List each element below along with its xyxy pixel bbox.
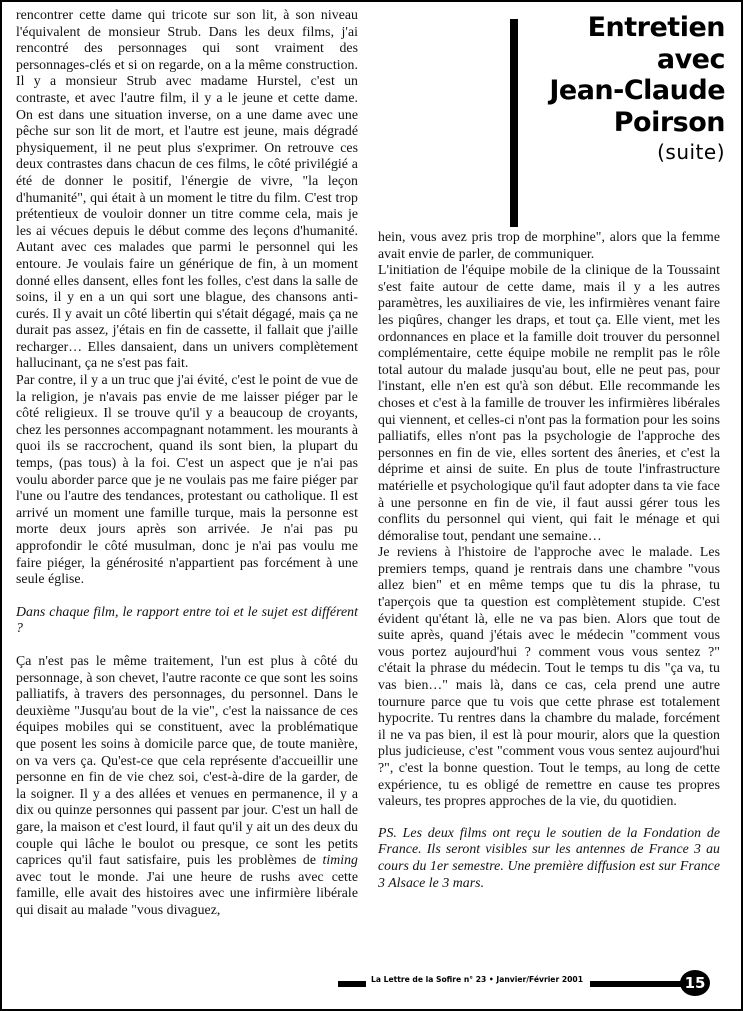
- left-paragraph-2: Par contre, il y a un truc que j'ai évité, c'est le point de vue de la religion, je n'avais pas envie de me laisser piéger par le côté religieux. Il se trouve qu'il y a beaucoup de croyants, chez les personnes accompagnant notamment. les mourants à quoi ils se raccrochent, quand ils sont bien, la plupart du temps, (pas tous) à la foi. C'est un aspect que je n'ai pas voulu aborder parce que je ne voulais pas me faire piéger par l'une ou l'autre des tendances, protestant ou catholique. Il est arrivé un moment une famille turque, mais la personne est morte deux jours après son arrivée. Je n'ai pas pu approfondir le côté musulman, donc je n'ai pas voulu me faire piéger, la générosité n'appartient pas forcément à une seule église.: [16, 372, 359, 587]
- footer-bar-left: [338, 981, 366, 987]
- right-paragraph-1: hein, vous avez pris trop de morphine", alors que la femme avait envie de parler, de communiquer.: [378, 229, 720, 261]
- title-line-2: avec: [656, 43, 725, 75]
- title-line-3: Jean-Claude: [549, 75, 725, 106]
- article-title: [515, 12, 725, 166]
- title-suffix: (suite): [657, 140, 725, 164]
- footer-publication: La Lettre de la Sofire n° 23 • Janvier/Février 2001: [371, 975, 583, 984]
- right-paragraph-3: Je reviens à l'histoire de l'approche avec le malade. Les premiers temps, quand je rentrais dans une chambre "vous allez bien" et en même temps que tu dis la phrase, tu t'aperçois que ta question est complètement stupide. C'est évident qu'étant là, elle ne va pas bien. Alors que tout de suite après, quand j'étais avec le médecin "comment vous vous portez aujourd'hui ? comment vous vous sentez ?" c'était la phrase du médecin. Tout le temps tu dis "ça va, tu vas bien…" mais là, dans ce cas, cela prend une autre tournure parce que tu vois que cette phrase est totalement hypocrite. Tu rentres dans la chambre du malade, forcément il ne va pas bien, il est là pour mourir, alors que la question plus judicieuse, c'est "comment vous vous sentez aujourd'hui ?", c'est la bonne question. Tout le temps, au long de cette expérience, tu es obligé de remettre en cause tes propres valeurs, tes propres approches de la vie, du quotidien.: [378, 544, 720, 809]
- right-column: [378, 229, 720, 891]
- emphasis-timing: timing: [322, 852, 358, 868]
- answer-paragraph: Ça n'est pas le même traitement, l'un est plus à côté du personnage, à son chevet, l'autre raconte ce que sont les soins palliatifs, à travers des personnages, du personnel. Dans le deuxième "Jusqu'au bout de la vie", c'est la naissance de ces équipes mobiles qui se constituent, avec la problématique que posent les soins à domicile parce que, de toute manière, on va vers ça. Qu'est-ce que cela représente d'accueillir une personne en fin de vie chez soi, c'est-à-dire de la garder, de la soigner. Il y a des allées et venues en permanence, il y a dix ou quinze personnes qui passent par jour. C'est un hall de gare, la maison et c'est lourd, il faut qu'il y ait un des deux du couple qui lâche le boulot ou presque, ce sont les petits caprices qu'il faut satisfaire, puis les problèmes de timing avec tout le monde. J'ai une heure de rushs avec cette famille, elle avait des histoires avec une infirmière libérale qui disait au malade "vous divaguez,: [16, 652, 359, 917]
- right-paragraph-2: L'initiation de l'équipe mobile de la clinique de la Toussaint s'est faite autour de cette dame, mais il y a les autres paramètres, les auxiliaires de vie, les infirmières venant faire les piqûres, changer les draps, et tout ça. Elle vient, met les ordonnances en place et la famille doit trouver du personnel complémentaire, cette équipe mobile ne remplit pas le rôle total autour du malade jusqu'au bout, elle ne peut pas, pour l'instant, elle n'en est qu'à son début. Elle recommande les choses et c'est à la famille de trouver les infirmières libérales qui viennent, et celles-ci n'ont pas la formation pour les soins palliatifs, elles n'ont pas la psychologie de l'approche des personnes en fin de vie, elles sortent des âneries, et c'est la déprime et ainsi de suite. En plus de toute l'infrastructure matérielle et psychologique qu'il faut adopter dans ta vie face à une personne en fin de vie, il faut aussi gérer tous les conflits du personnel qui vient, qui fait le ménage et qui démoralise tout, pendant une semaine…: [378, 262, 720, 543]
- left-paragraph-1: rencontrer cette dame qui tricote sur son lit, à son niveau l'équivalent de monsieur Strub. Dans les deux films, j'ai rencontré des personnages qui sont vraiment des personnages-clés et si on regarde, on a la même construction. Il y a monsieur Strub avec madame Hurstel, c'est un contraste, et avec l'autre film, il y a le jeune et cette dame. On est dans une situation inverse, on a une dame avec une pêche sur son lit de mort, et l'autre est jeune, mais dégradé physiquement, il ne peut plus s'exprimer. On retrouve ces deux contrastes dans chacun de ces films, le côté privilégié a été de donner le positif, l'énergie de vivre, "la leçon d'humanité", qui était à un moment le titre du film. C'est trop prétentieux de vouloir donner un titre comme cela, mais je les ai vécues depuis le début comme des leçons d'humanité. Autant avec ces malades que parmi le personnel qui les entoure. Je voulais faire un générique de fin, à un moment donné elles dansent, elles font les folles, c'est dans la salle de soins, il y en a un qui sort une blague, des chansons anti-curés. Il y avait un côté libertin qui s'était dégagé, mais ça ne durait pas assez, j'étais en fin de cassette, il fallait que j'aille recharger… Elles dansaient, dans un univers complètement hallucinant, ça ne s'est pas fait.: [16, 7, 358, 371]
- left-column: [16, 7, 358, 918]
- page-number: 15: [680, 970, 710, 996]
- title-line-1: Entretien: [587, 12, 725, 43]
- interview-question: Dans chaque film, le rapport entre toi et le sujet est différent ?: [16, 603, 358, 636]
- postscript: PS. Les deux films ont reçu le soutien de la Fondation de France. Ils seront visibles sur les antennes de France 3 au cours du 1er semestre. Une première diffusion est sur France 3 Alsace le 3 mars.: [378, 824, 720, 890]
- footer-bar-right: [590, 981, 682, 987]
- title-line-4: Poirson: [613, 106, 725, 138]
